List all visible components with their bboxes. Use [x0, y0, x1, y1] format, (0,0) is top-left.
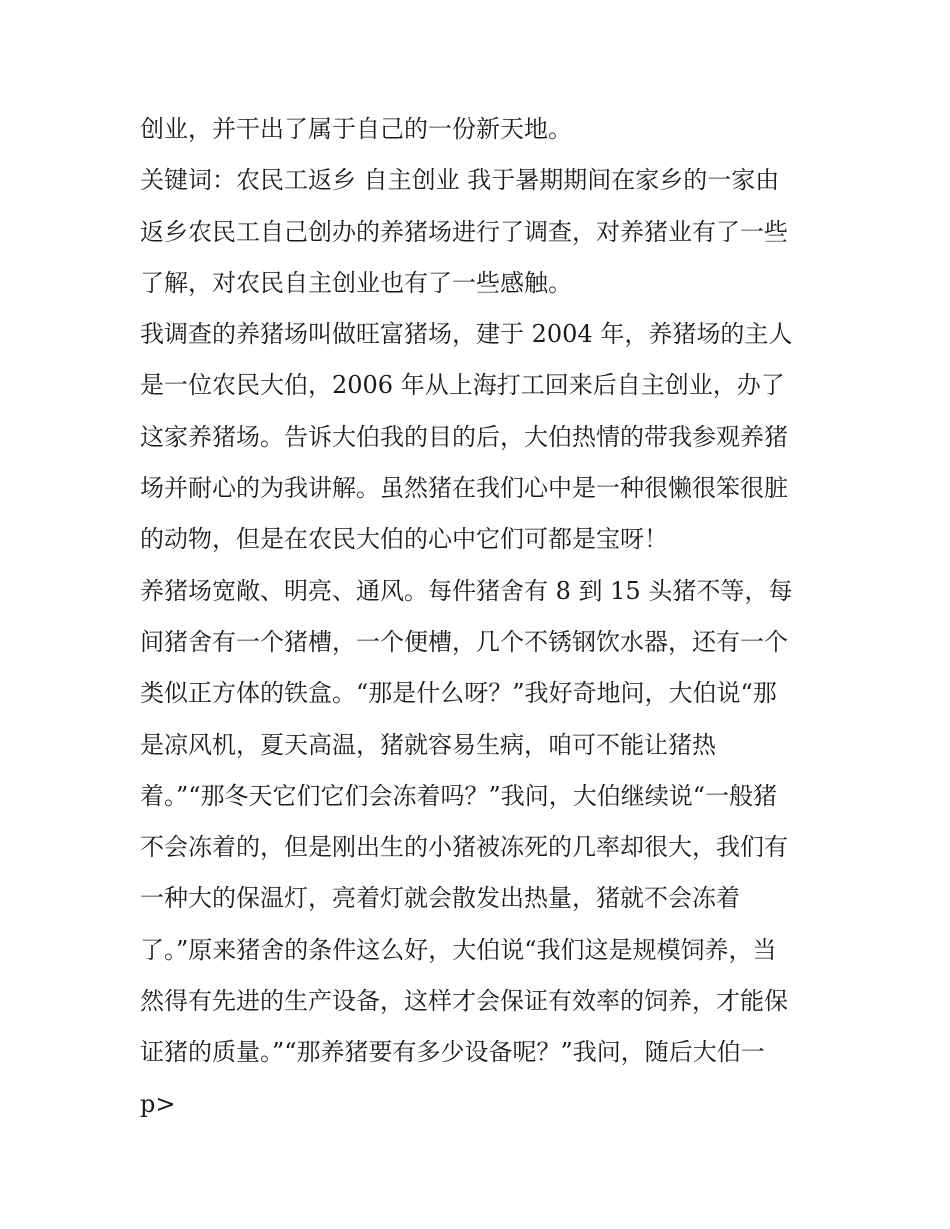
text-line: 了解，对农民自主创业也有了一些感触。: [140, 268, 572, 297]
text-line: 证猪的质量。”“那养猪要有多少设备呢？”我问，随后大伯一: [140, 1038, 765, 1067]
text-line: 返乡农民工自己创办的养猪场进行了调查，对养猪业有了一些: [140, 217, 788, 246]
text-line: 的动物，但是在农民大伯的心中它们可都是宝呀！: [140, 525, 668, 554]
text-line: p>: [140, 1089, 176, 1118]
text-line: 着。”“那冬天它们它们会冻着吗？”我问，大伯继续说“一般猪: [140, 781, 778, 810]
text-line: 了。”原来猪舍的条件这么好，大伯说“我们这是规模饲养，当: [140, 935, 777, 964]
text-line: 是一位农民大伯，2006 年从上海打工回来后自主创业，办了: [140, 371, 785, 400]
text-line: 这家养猪场。告诉大伯我的目的后，大伯热情的带我参观养猪: [140, 422, 788, 451]
text-line: 创业，并干出了属于自己的一份新天地。: [140, 115, 572, 143]
text-line: 不会冻着的，但是刚出生的小猪被冻死的几率却很大，我们有: [140, 833, 788, 862]
text-line: 类似正方体的铁盒。“那是什么呀？”我好奇地问，大伯说“那: [140, 679, 777, 708]
text-line: 我调查的养猪场叫做旺富猪场，建于 2004 年，养猪场的主人: [140, 320, 793, 349]
text-line: 场并耐心的为我讲解。虽然猪在我们心中是一种很懒很笨很脏: [140, 474, 788, 503]
text-line: 关键词：农民工返乡 自主创业 我于暑期期间在家乡的一家由: [140, 166, 780, 195]
text-line: 然得有先进的生产设备，这样才会保证有效率的饲养，才能保: [140, 987, 788, 1016]
text-line: 养猪场宽敞、明亮、通风。每件猪舍有 8 到 15 头猪不等，每: [140, 576, 793, 605]
text-line: 是凉风机，夏天高温，猪就容易生病，咱可不能让猪热: [140, 730, 716, 759]
body-text: [140, 104, 820, 1130]
text-line: 间猪舍有一个猪槽，一个便槽，几个不锈钢饮水器，还有一个: [140, 627, 788, 656]
text-line: 一种大的保温灯，亮着灯就会散发出热量，猪就不会冻着: [140, 884, 740, 913]
